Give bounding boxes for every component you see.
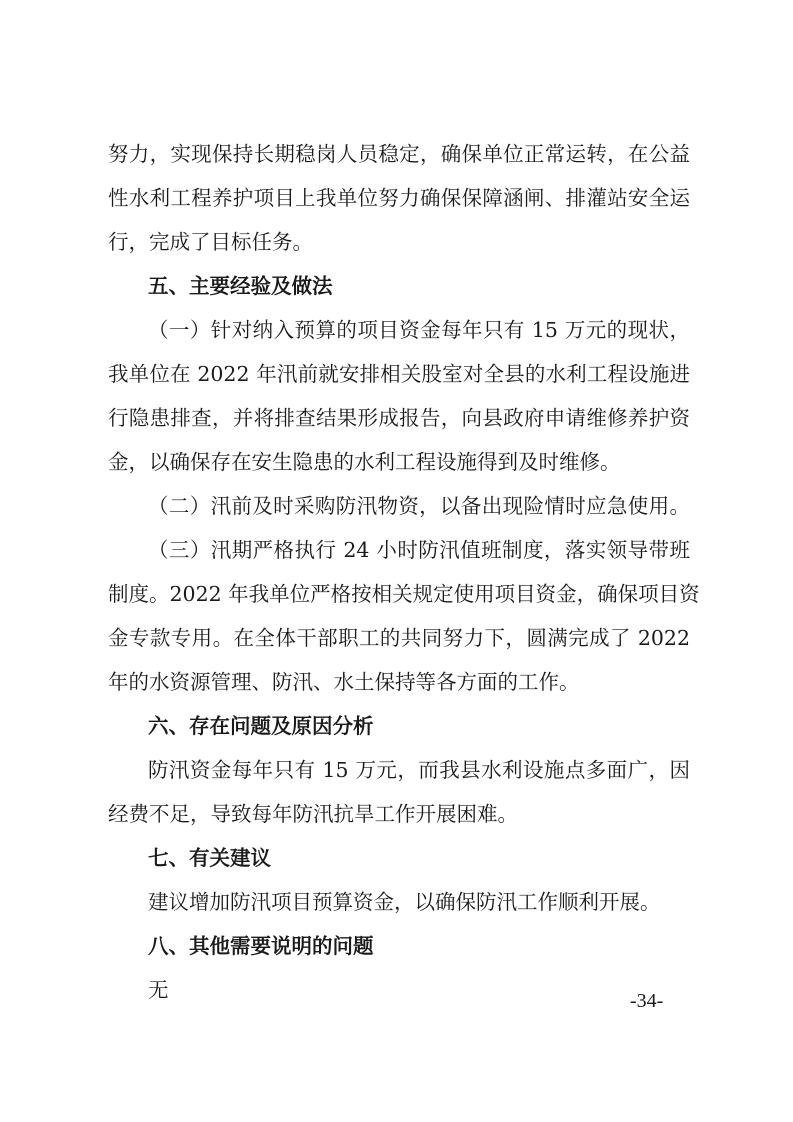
section-heading-7: 七、有关建议: [148, 846, 271, 870]
paragraph-line: （二）汛前及时采购防汛物资，以备出现险情时应急使用。: [148, 494, 690, 518]
section-heading-5: 五、主要经验及做法: [148, 274, 333, 298]
page-number: -34-: [630, 990, 664, 1012]
paragraph-line: 行，完成了目标任务。: [108, 230, 313, 254]
paragraph-line: 无: [148, 978, 169, 1002]
paragraph-line: 努力，实现保持长期稳岗人员稳定，确保单位正常运转，在公益: [108, 142, 690, 166]
paragraph-line: （一）针对纳入预算的项目资金每年只有 15 万元的现状，: [148, 318, 690, 342]
paragraph-line: 行隐患排查，并将排查结果形成报告，向县政府申请维修养护资: [108, 406, 690, 430]
section-heading-8: 八、其他需要说明的问题: [148, 934, 374, 958]
paragraph-line: 金，以确保存在安生隐患的水利工程设施得到及时维修。: [108, 450, 621, 474]
paragraph-line: 制度。2022 年我单位严格按相关规定使用项目资金，确保项目资: [108, 582, 700, 606]
paragraph-line: 经费不足，导致每年防汛抗旱工作开展困难。: [108, 802, 518, 826]
document-body: [108, 141, 700, 1021]
section-heading-6: 六、存在问题及原因分析: [148, 714, 374, 738]
paragraph-line: 年的水资源管理、防汛、水土保持等各方面的工作。: [108, 670, 580, 694]
paragraph-line: （三）汛期严格执行 24 小时防汛值班制度，落实领导带班: [148, 538, 690, 562]
paragraph-line: 性水利工程养护项目上我单位努力确保保障涵闸、排灌站安全运: [108, 186, 690, 210]
paragraph-line: 我单位在 2022 年汛前就安排相关股室对全县的水利工程设施进: [108, 362, 690, 386]
paragraph-line: 建议增加防汛项目预算资金，以确保防汛工作顺利开展。: [148, 890, 661, 914]
paragraph-line: 防汛资金每年只有 15 万元，而我县水利设施点多面广，因: [148, 758, 690, 782]
paragraph-line: 金专款专用。在全体干部职工的共同努力下，圆满完成了 2022: [108, 626, 690, 650]
